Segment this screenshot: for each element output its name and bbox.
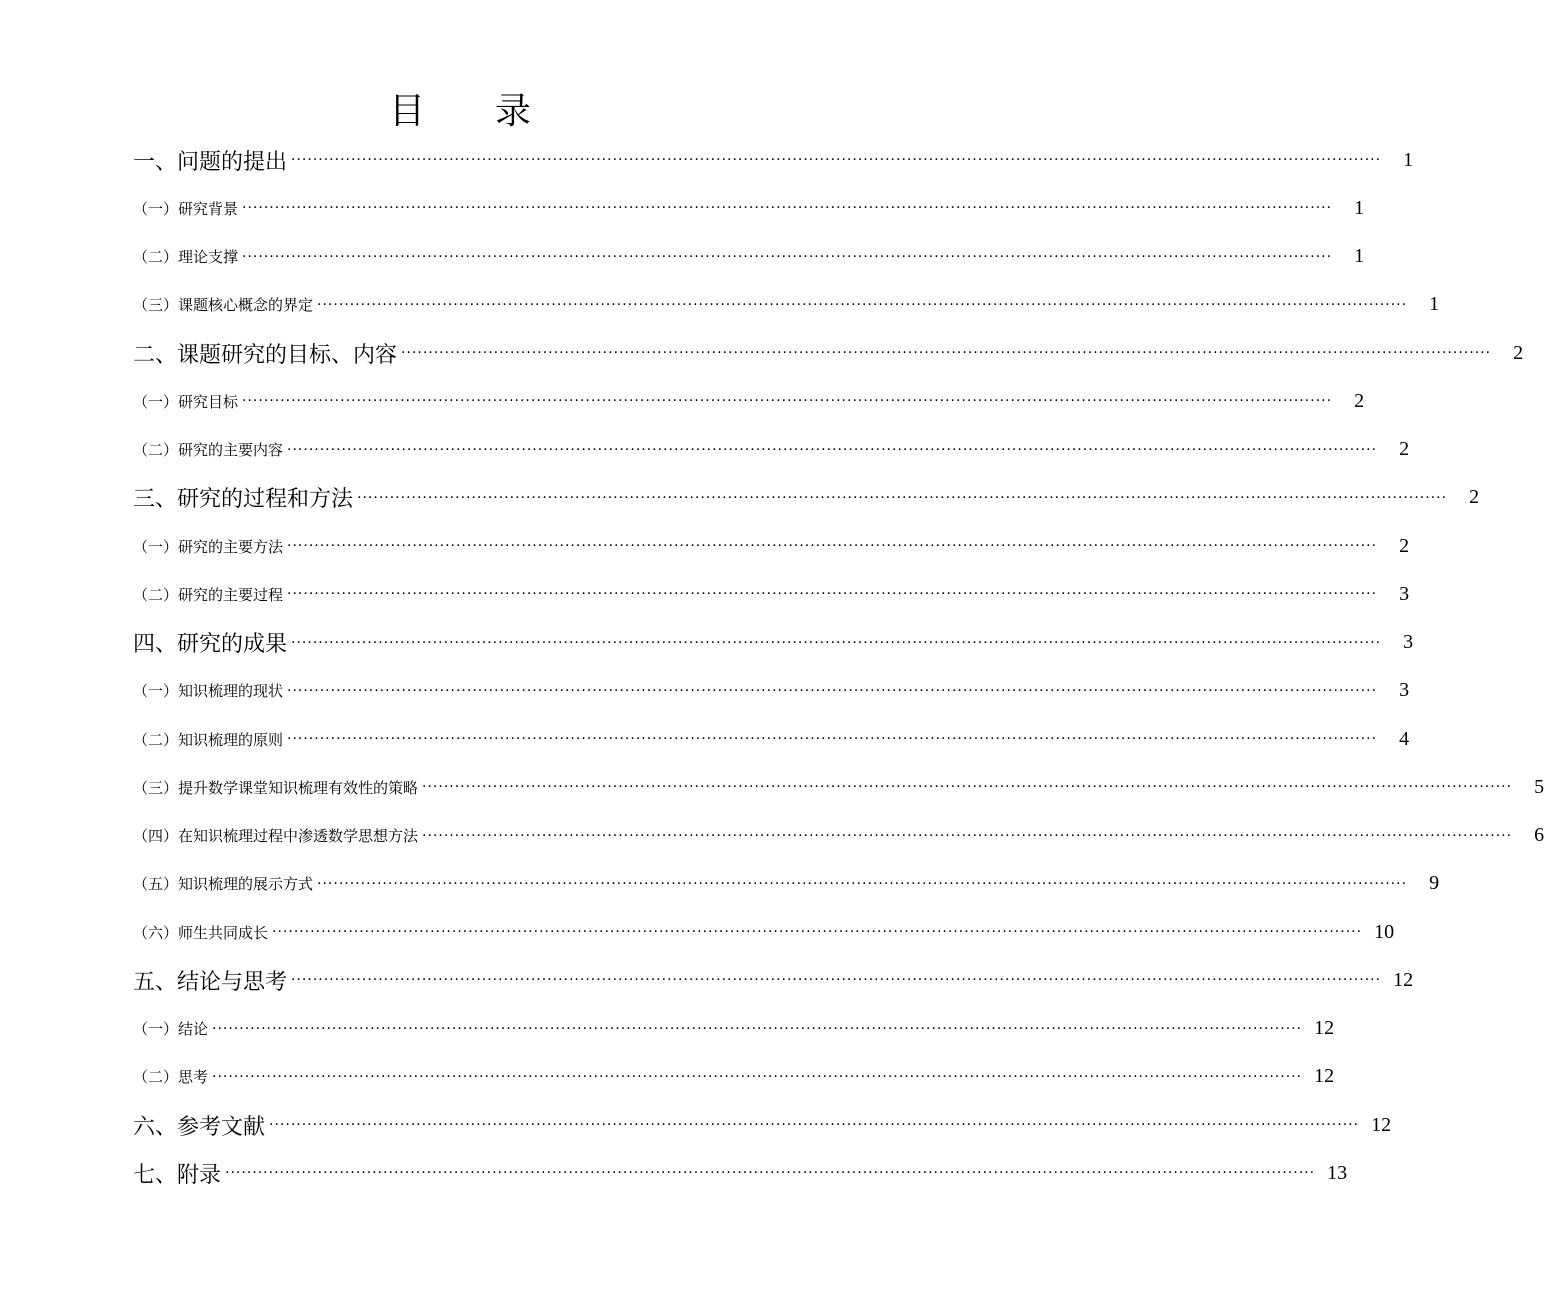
toc-page-number: 12 xyxy=(1314,1065,1335,1088)
toc-subsection-entry[interactable] xyxy=(133,1053,1335,1101)
toc-section-entry[interactable] xyxy=(133,619,1414,667)
toc-dot-leader: ········································································································································································································ xyxy=(242,248,1333,265)
toc-entry-label: （二）知识梳理的原则 xyxy=(133,730,284,749)
toc-entry-label: （二）研究的主要过程 xyxy=(133,585,284,604)
toc-dot-leader: ········································································································································································································ xyxy=(291,634,1382,651)
toc-dot-leader: ········································································································································································································ xyxy=(422,779,1513,796)
toc-section-entry[interactable] xyxy=(133,329,1524,377)
toc-dot-leader: ········································································································································································································ xyxy=(212,1020,1303,1037)
toc-page-number: 1 xyxy=(1429,293,1440,316)
toc-page-number: 12 xyxy=(1314,1017,1335,1040)
toc-dot-leader: ········································································································································································································ xyxy=(287,538,1378,555)
toc-page-number: 2 xyxy=(1354,389,1365,412)
toc-entry-label: 六、参考文献 xyxy=(133,1114,266,1140)
toc-entry-label: （一）研究背景 xyxy=(133,199,239,218)
toc-entry-label: 七、附录 xyxy=(133,1162,222,1188)
toc-subsection-entry[interactable] xyxy=(133,860,1440,908)
toc-dot-leader: ········································································································································································································ xyxy=(212,1068,1303,1085)
toc-entry-label: （二）研究的主要内容 xyxy=(133,441,284,460)
toc-subsection-entry[interactable] xyxy=(133,715,1410,763)
toc-section-entry[interactable] xyxy=(133,1101,1392,1149)
toc-page-number: 1 xyxy=(1403,148,1414,171)
toc-entry-label: （一）结论 xyxy=(133,1020,209,1039)
toc-page-number: 2 xyxy=(1513,341,1524,364)
toc-entry-label: （三）提升数学课堂知识梳理有效性的策略 xyxy=(133,778,419,797)
toc-page-number: 12 xyxy=(1371,1113,1392,1136)
toc-page-number: 2 xyxy=(1399,438,1410,461)
toc-subsection-entry[interactable] xyxy=(133,908,1395,956)
toc-subsection-entry[interactable] xyxy=(133,522,1410,570)
toc-subsection-entry[interactable] xyxy=(133,1005,1335,1053)
toc-subsection-entry[interactable] xyxy=(133,233,1365,281)
toc-subsection-entry[interactable] xyxy=(133,377,1365,425)
toc-entry-label: （二）思考 xyxy=(133,1068,209,1087)
toc-dot-leader: ········································································································································································································ xyxy=(357,489,1448,506)
toc-entry-label: （二）理论支撑 xyxy=(133,248,239,267)
toc-page-number: 13 xyxy=(1327,1161,1348,1184)
toc-entry-label: 一、问题的提出 xyxy=(133,149,288,175)
toc-subsection-entry[interactable] xyxy=(133,281,1440,329)
toc-dot-leader: ········································································································································································································ xyxy=(242,200,1333,217)
toc-dot-leader: ········································································································································································································ xyxy=(272,924,1363,941)
toc-page-number: 3 xyxy=(1403,631,1414,654)
page-title-char: 目 xyxy=(388,91,425,132)
toc-subsection-entry[interactable] xyxy=(133,812,1544,860)
toc-page-number: 1 xyxy=(1354,196,1365,219)
toc-dot-leader: ········································································································································································································ xyxy=(287,731,1378,748)
toc-entry-label: （四）在知识梳理过程中渗透数学思想方法 xyxy=(133,827,419,846)
toc-subsection-entry[interactable] xyxy=(133,184,1365,232)
toc-dot-leader: ········································································································································································································ xyxy=(242,393,1333,410)
page-title-char: 录 xyxy=(495,91,532,132)
toc-dot-leader: ········································································································································································································ xyxy=(269,1117,1360,1134)
toc-dot-leader: ········································································································································································································ xyxy=(291,972,1382,989)
toc-dot-leader: ········································································································································································································ xyxy=(287,586,1378,603)
toc-dot-leader: ········································································································································································································ xyxy=(422,827,1513,844)
toc-dot-leader: ········································································································································································································ xyxy=(225,1165,1316,1182)
toc-dot-leader: ········································································································································································································ xyxy=(291,152,1382,169)
toc-page-number: 4 xyxy=(1399,727,1410,750)
toc-section-entry[interactable] xyxy=(133,474,1480,522)
toc-section-entry[interactable] xyxy=(133,956,1414,1004)
table-of-contents xyxy=(133,136,1544,1198)
toc-dot-leader: ········································································································································································································ xyxy=(317,875,1408,892)
toc-page-number: 3 xyxy=(1399,582,1410,605)
toc-entry-label: 五、结论与思考 xyxy=(133,969,288,995)
toc-subsection-entry[interactable] xyxy=(133,426,1410,474)
toc-section-entry[interactable] xyxy=(133,136,1414,184)
toc-dot-leader: ········································································································································································································ xyxy=(287,441,1378,458)
toc-page-number: 2 xyxy=(1399,534,1410,557)
toc-subsection-entry[interactable] xyxy=(133,570,1410,618)
toc-entry-label: （一）知识梳理的现状 xyxy=(133,682,284,701)
toc-page-number: 9 xyxy=(1429,872,1440,895)
page-title xyxy=(0,88,920,136)
toc-entry-label: 四、研究的成果 xyxy=(133,632,288,658)
toc-dot-leader: ········································································································································································································ xyxy=(401,345,1492,362)
toc-page-number: 2 xyxy=(1469,486,1480,509)
toc-entry-label: （三）课题核心概念的界定 xyxy=(133,296,314,315)
toc-entry-label: （五）知识梳理的展示方式 xyxy=(133,875,314,894)
toc-entry-label: 三、研究的过程和方法 xyxy=(133,487,354,513)
toc-subsection-entry[interactable] xyxy=(133,763,1544,811)
toc-entry-label: （六）师生共同成长 xyxy=(133,923,269,942)
toc-page-number: 1 xyxy=(1354,245,1365,268)
toc-page-number: 5 xyxy=(1534,775,1544,798)
toc-entry-label: （一）研究的主要方法 xyxy=(133,537,284,556)
toc-subsection-entry[interactable] xyxy=(133,667,1410,715)
toc-page-number: 3 xyxy=(1399,679,1410,702)
toc-entry-label: （一）研究目标 xyxy=(133,392,239,411)
toc-dot-leader: ········································································································································································································ xyxy=(287,682,1378,699)
toc-page-number: 12 xyxy=(1393,968,1414,991)
toc-section-entry[interactable] xyxy=(133,1149,1348,1197)
toc-entry-label: 二、课题研究的目标、内容 xyxy=(133,342,398,368)
toc-page-number: 10 xyxy=(1374,920,1395,943)
toc-page-number: 6 xyxy=(1534,824,1544,847)
toc-dot-leader: ········································································································································································································ xyxy=(317,296,1408,313)
